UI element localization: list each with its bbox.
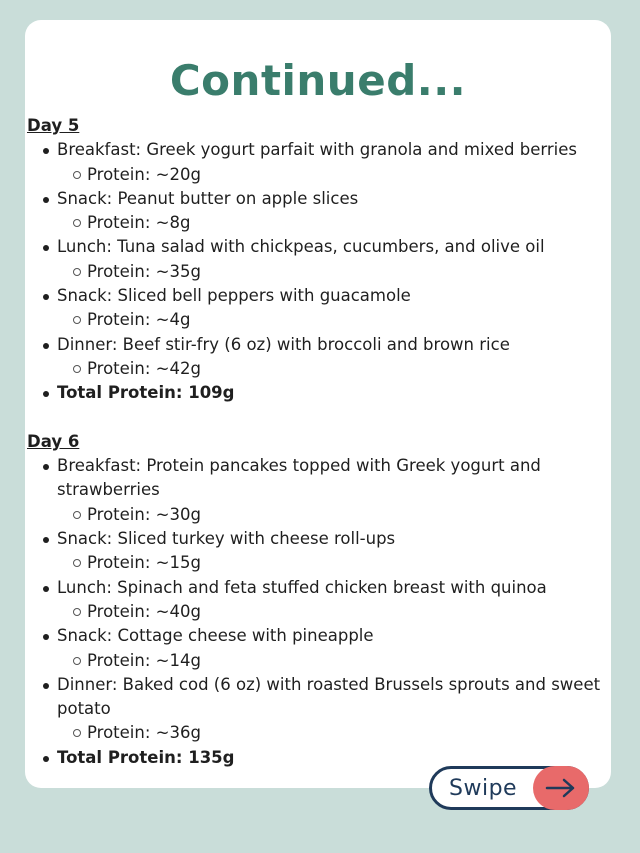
meal-item bbox=[27, 187, 617, 236]
meal-label: Breakfast: Protein pancakes topped with Greek yogurt and strawberries bbox=[57, 456, 541, 500]
meal-list bbox=[27, 454, 617, 770]
total-protein: Total Protein: 135g bbox=[27, 746, 617, 770]
meal-plan bbox=[27, 114, 617, 770]
protein-item: Protein: ~4g bbox=[57, 308, 617, 332]
meal-label: Breakfast: Greek yogurt parfait with granola and mixed berries bbox=[57, 140, 577, 160]
protein-item: Protein: ~35g bbox=[57, 260, 617, 284]
meal-item bbox=[27, 527, 617, 576]
arrow-right-icon bbox=[533, 766, 589, 810]
page-title: Continued... bbox=[169, 56, 467, 105]
meal-item bbox=[27, 454, 617, 527]
day-heading: Day 6 bbox=[27, 431, 80, 451]
meal-label: Snack: Sliced bell peppers with guacamole bbox=[57, 286, 411, 306]
day-6-section bbox=[27, 430, 617, 770]
protein-item: Protein: ~36g bbox=[57, 721, 617, 745]
meal-label: Snack: Peanut butter on apple slices bbox=[57, 188, 359, 208]
swipe-button[interactable] bbox=[429, 766, 589, 810]
meal-item bbox=[27, 673, 617, 746]
total-protein: Total Protein: 109g bbox=[27, 381, 617, 405]
meal-item bbox=[27, 138, 617, 187]
meal-item bbox=[27, 284, 617, 333]
meal-label: Lunch: Spinach and feta stuffed chicken breast with quinoa bbox=[57, 577, 547, 597]
day-5-section bbox=[27, 114, 617, 406]
protein-item: Protein: ~8g bbox=[57, 211, 617, 235]
meal-label: Dinner: Baked cod (6 oz) with roasted Brussels sprouts and sweet potato bbox=[57, 674, 601, 719]
day-heading: Day 5 bbox=[27, 116, 80, 135]
protein-item: Protein: ~40g bbox=[57, 600, 617, 624]
protein-item: Protein: ~42g bbox=[57, 357, 617, 381]
meal-list bbox=[27, 138, 617, 405]
meal-label: Snack: Cottage cheese with pineapple bbox=[57, 626, 374, 646]
meal-label: Snack: Sliced turkey with cheese roll-ups bbox=[57, 529, 396, 549]
meal-label: Dinner: Beef stir-fry (6 oz) with broccoli and brown rice bbox=[57, 334, 510, 354]
meal-item bbox=[27, 624, 617, 673]
meal-item bbox=[27, 576, 617, 625]
protein-item: Protein: ~15g bbox=[57, 551, 617, 575]
meal-item bbox=[27, 333, 617, 382]
swipe-label: Swipe bbox=[449, 776, 518, 801]
meal-label: Lunch: Tuna salad with chickpeas, cucumbers, and olive oil bbox=[57, 237, 545, 257]
protein-item: Protein: ~30g bbox=[57, 503, 617, 527]
protein-item: Protein: ~14g bbox=[57, 649, 617, 673]
protein-item: Protein: ~20g bbox=[57, 163, 617, 187]
meal-item bbox=[27, 235, 617, 284]
section-spacer bbox=[27, 406, 617, 430]
